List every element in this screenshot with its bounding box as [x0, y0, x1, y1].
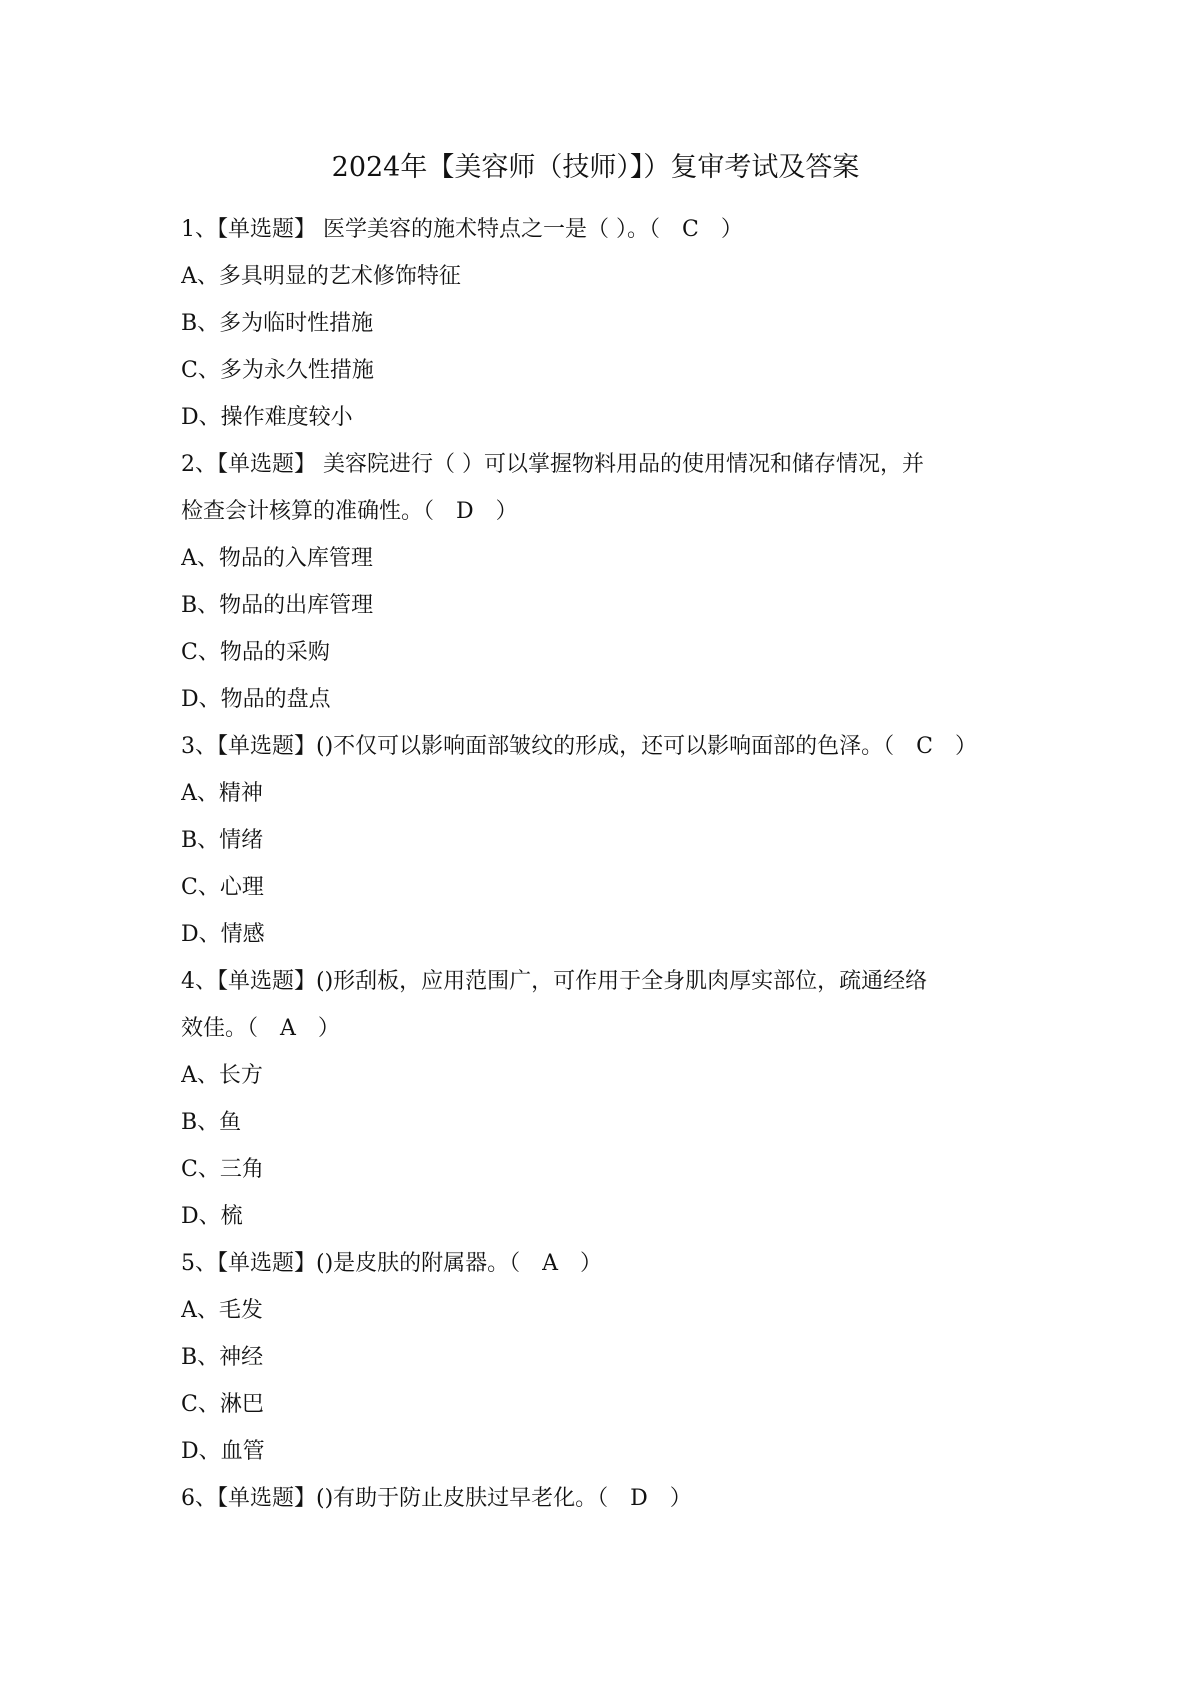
question-3 — [181, 727, 1021, 962]
question-stem: 5、【单选题】()是皮肤的附属器。（ A ） — [181, 1251, 603, 1276]
question-stem: 1、【单选题】 医学美容的施术特点之一是（ ）。（ C ） — [181, 217, 743, 242]
option-b: B、神经 — [181, 1345, 264, 1370]
option-a: A、长方 — [181, 1063, 263, 1088]
question-stem-continued: 检查会计核算的准确性。（ D ） — [181, 499, 518, 524]
option-a: A、多具明显的艺术修饰特征 — [181, 264, 461, 289]
option-b: B、物品的出库管理 — [181, 593, 374, 618]
question-2 — [181, 445, 1021, 727]
option-c: C、心理 — [181, 875, 264, 900]
option-b: B、情绪 — [181, 828, 264, 853]
question-4 — [181, 962, 1021, 1244]
option-c: C、多为永久性措施 — [181, 358, 374, 383]
question-list — [181, 210, 1021, 1526]
option-b: B、多为临时性措施 — [181, 311, 374, 336]
question-stem-continued: 效佳。（ A ） — [181, 1016, 340, 1041]
option-c: C、三角 — [181, 1157, 264, 1182]
question-stem: 4、【单选题】()形刮板，应用范围广，可作用于全身肌肉厚实部位，疏通经络 — [181, 969, 928, 994]
question-6 — [181, 1479, 1021, 1526]
question-1 — [181, 210, 1021, 445]
document-title: 2024年【美容师（技师）】）复审考试及答案 — [331, 152, 860, 183]
question-stem: 2、【单选题】 美容院进行（ ）可以掌握物料用品的使用情况和储存情况，并 — [181, 452, 924, 477]
option-d: D、梳 — [181, 1204, 243, 1229]
option-d: D、血管 — [181, 1439, 265, 1464]
option-a: A、毛发 — [181, 1298, 263, 1323]
question-stem: 3、【单选题】()不仅可以影响面部皱纹的形成，还可以影响面部的色泽。（ C ） — [181, 734, 977, 759]
option-c: C、物品的采购 — [181, 640, 330, 665]
option-a: A、物品的入库管理 — [181, 546, 373, 571]
option-c: C、淋巴 — [181, 1392, 264, 1417]
question-stem: 6、【单选题】()有助于防止皮肤过早老化。（ D ） — [181, 1486, 692, 1511]
option-a: A、精神 — [181, 781, 263, 806]
option-d: D、操作难度较小 — [181, 405, 353, 430]
option-d: D、情感 — [181, 922, 265, 947]
option-d: D、物品的盘点 — [181, 687, 331, 712]
question-5 — [181, 1244, 1021, 1479]
option-b: B、鱼 — [181, 1110, 242, 1135]
